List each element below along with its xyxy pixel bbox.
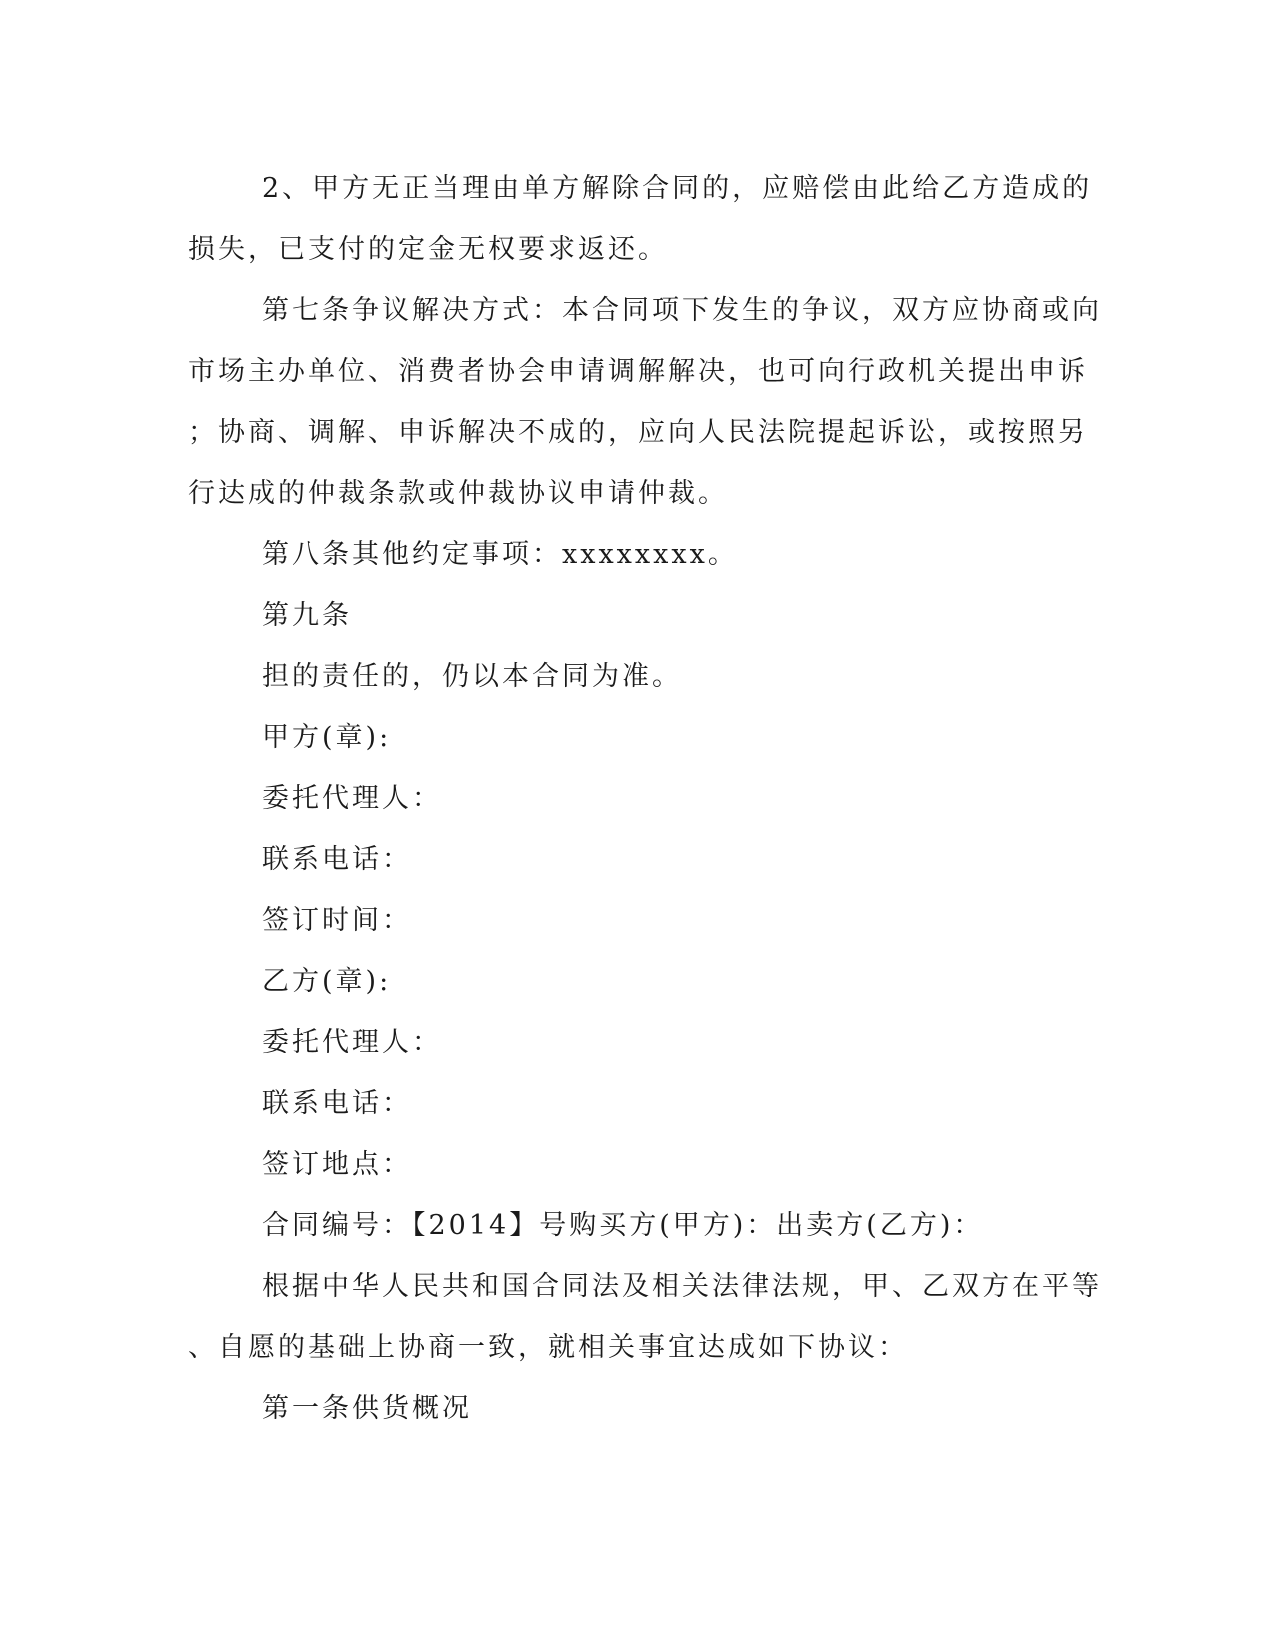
text-line: 第一条供货概况 [262,1393,472,1424]
text-line: 行达成的仲裁条款或仲裁协议申请仲裁。 [188,478,728,509]
text-line: 合同编号：【2014】号购买方(甲方)：出卖方(乙方)： [262,1210,984,1241]
text-line: 损失，已支付的定金无权要求返还。 [188,234,668,265]
text-line: 担的责任的，仍以本合同为准。 [262,661,682,692]
paragraph-liability [188,646,1068,707]
text-line: 签订地点： [262,1149,412,1180]
text-line: 根据中华人民共和国合同法及相关法律法规，甲、乙双方在平等 [262,1271,1102,1302]
text-line: 委托代理人： [262,783,442,814]
text-line: 甲方(章): [262,722,392,753]
paragraph-compensation [188,158,1093,280]
party-a-seal-label [188,707,1068,768]
paragraph-article-8 [188,524,1068,585]
paragraph-article-1-heading [188,1378,1068,1439]
contract-number-line [188,1195,1068,1256]
text-line: ；协商、调解、申诉解决不成的，应向人民法院提起诉讼，或按照另 [188,417,1088,448]
party-b-agent-label [188,1012,1068,1073]
text-line: 市场主办单位、消费者协会申请调解解决，也可向行政机关提出申诉 [188,356,1088,387]
signing-place-label [188,1134,1068,1195]
text-line: 签订时间： [262,905,412,936]
party-b-phone-label [188,1073,1068,1134]
text-line: 乙方(章): [262,966,392,997]
text-line: 第七条争议解决方式：本合同项下发生的争议，双方应协商或向 [262,295,1102,326]
document-body [188,158,1102,1439]
party-b-seal-label [188,951,1068,1012]
text-line: 第八条其他约定事项：xxxxxxxx。 [262,539,738,570]
text-line: 第九条 [262,600,352,631]
paragraph-article-9 [188,585,1068,646]
paragraph-article-7 [188,280,1102,524]
party-a-phone-label [188,829,1068,890]
paragraph-preamble [188,1256,1102,1378]
text-line: 联系电话： [262,844,412,875]
text-line: 委托代理人： [262,1027,442,1058]
party-a-agent-label [188,768,1068,829]
text-line: 2、甲方无正当理由单方解除合同的，应赔偿由此给乙方造成的 [262,173,1093,204]
text-line: 联系电话： [262,1088,412,1119]
signing-time-label [188,890,1068,951]
text-line: 、自愿的基础上协商一致，就相关事宜达成如下协议： [188,1332,908,1363]
